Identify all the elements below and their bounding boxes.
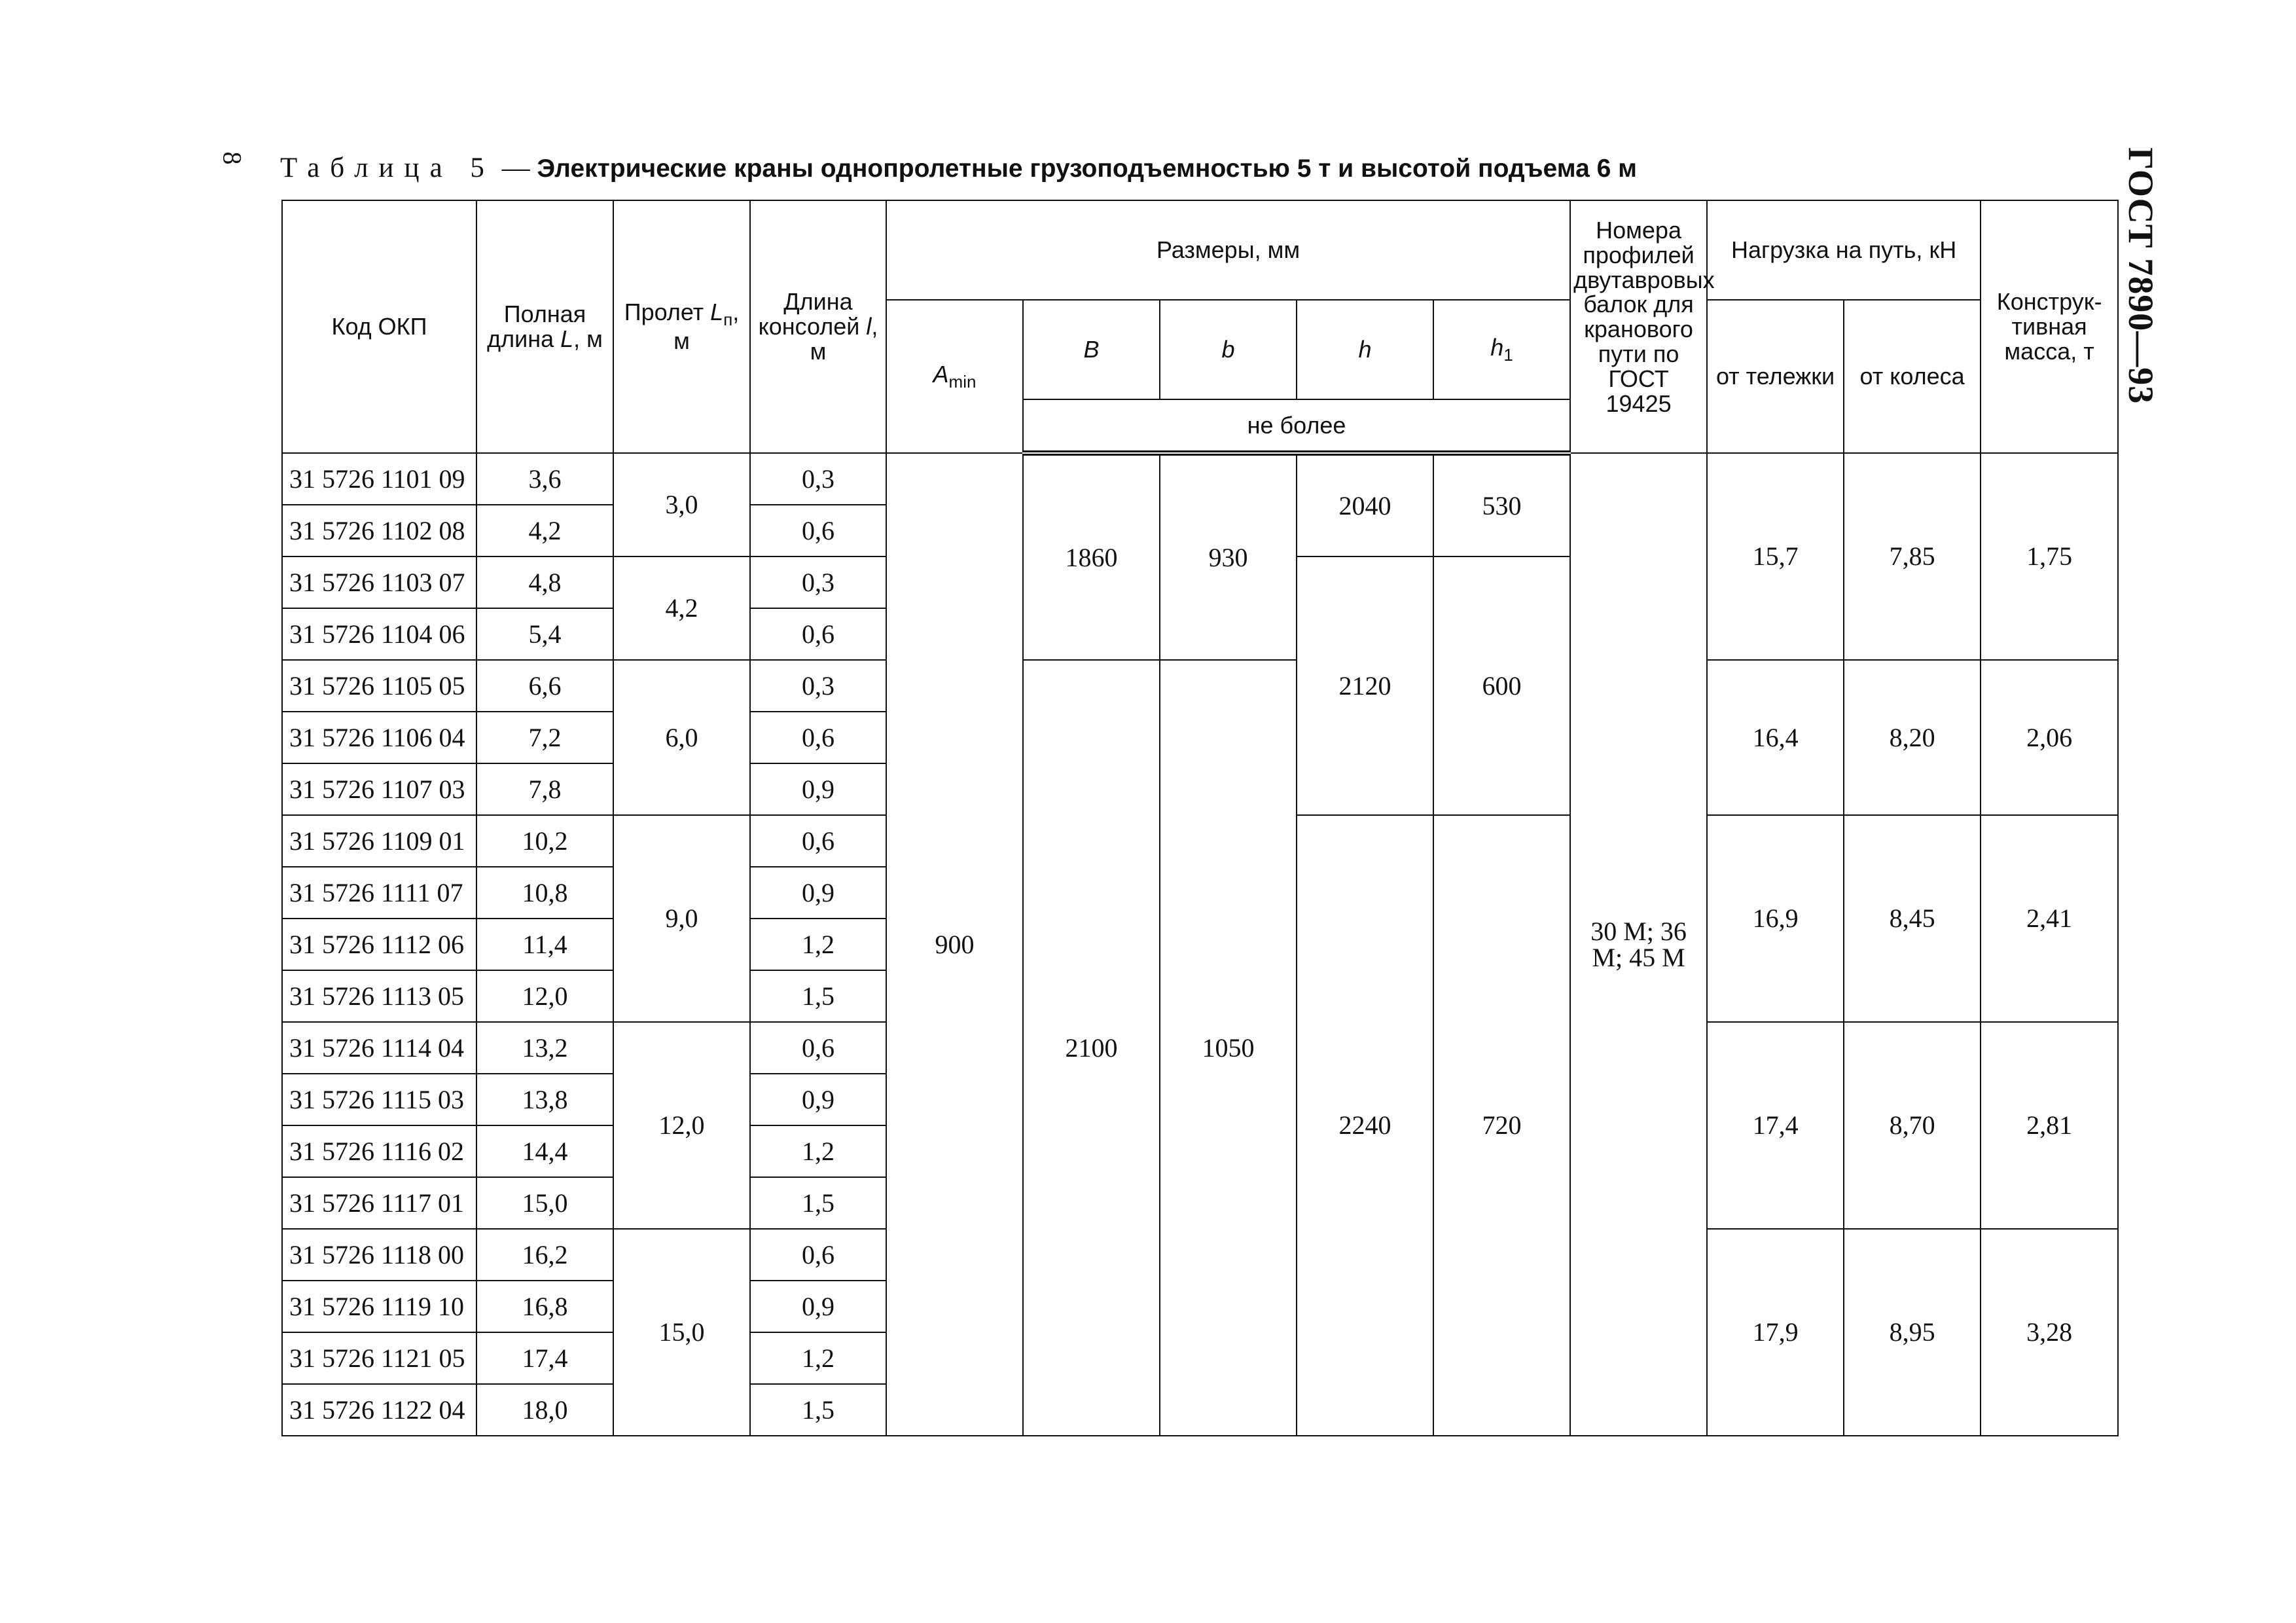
row-code: 31 5726 1107 03 — [282, 763, 476, 815]
row-console: 0,9 — [750, 1281, 886, 1332]
row-console: 0,6 — [750, 608, 886, 660]
span-value: 3,0 — [613, 453, 750, 556]
row-full-length: 5,4 — [476, 608, 613, 660]
row-full-length: 10,8 — [476, 867, 613, 919]
header-full-length: Полная длина L, м — [476, 200, 613, 453]
row-code: 31 5726 1102 08 — [282, 505, 476, 556]
row-code: 31 5726 1111 07 — [282, 867, 476, 919]
row-console: 0,9 — [750, 1074, 886, 1125]
row-console: 1,5 — [750, 1177, 886, 1229]
load-trolley: 15,7 — [1707, 453, 1844, 660]
header-h1: $h_1$ — [1433, 300, 1570, 399]
load-trolley: 17,9 — [1707, 1229, 1844, 1436]
row-code: 31 5726 1114 04 — [282, 1022, 476, 1074]
mass-value: 2,81 — [1981, 1022, 2118, 1229]
header-B: B — [1023, 300, 1160, 399]
row-console: 1,2 — [750, 919, 886, 970]
row-full-length: 17,4 — [476, 1332, 613, 1384]
table-caption — [280, 152, 1637, 184]
h1-value: 530 — [1433, 453, 1570, 556]
row-full-length: 18,0 — [476, 1384, 613, 1436]
caption-title: Электрические краны однопролетные грузоподъемностью 5 т и высотой подъема 6 м — [537, 155, 1637, 183]
row-code: 31 5726 1105 05 — [282, 660, 476, 712]
header-amin: $A_{min}$ — [886, 300, 1023, 453]
load-wheel: 8,45 — [1844, 815, 1981, 1022]
span-value: 15,0 — [613, 1229, 750, 1436]
row-console: 0,6 — [750, 712, 886, 763]
profiles-value: 30 М; 36 М; 45 М — [1570, 453, 1707, 1436]
row-full-length: 4,8 — [476, 556, 613, 608]
page-number: 8 — [217, 151, 247, 165]
header-profiles: Номера профилей двутавровых балок для кранового пути по ГОСТ 19425 — [1570, 200, 1707, 453]
h1-value: 720 — [1433, 815, 1570, 1436]
h-value: 2240 — [1297, 815, 1433, 1436]
caption-dash: — — [494, 153, 537, 183]
header-h: h — [1297, 300, 1433, 399]
row-console: 0,6 — [750, 1229, 886, 1281]
row-console: 0,6 — [750, 505, 886, 556]
load-wheel: 8,70 — [1844, 1022, 1981, 1229]
row-code: 31 5726 1112 06 — [282, 919, 476, 970]
document-code: ГОСТ 7890—93 — [2121, 147, 2161, 405]
row-code: 31 5726 1118 00 — [282, 1229, 476, 1281]
row-full-length: 16,2 — [476, 1229, 613, 1281]
caption-label: Таблица 5 — [280, 153, 495, 183]
row-full-length: 14,4 — [476, 1125, 613, 1177]
row-console: 0,9 — [750, 867, 886, 919]
row-code: 31 5726 1103 07 — [282, 556, 476, 608]
row-code: 31 5726 1113 05 — [282, 970, 476, 1022]
mass-value: 2,41 — [1981, 815, 2118, 1022]
header-mass: Конструк- тивная масса, т — [1981, 200, 2118, 453]
span-value: 6,0 — [613, 660, 750, 815]
mass-value: 3,28 — [1981, 1229, 2118, 1436]
h-value: 2040 — [1297, 453, 1433, 556]
row-console: 1,5 — [750, 1384, 886, 1436]
row-console: 0,3 — [750, 660, 886, 712]
row-full-length: 7,2 — [476, 712, 613, 763]
row-full-length: 13,2 — [476, 1022, 613, 1074]
row-code: 31 5726 1116 02 — [282, 1125, 476, 1177]
mass-value: 2,06 — [1981, 660, 2118, 815]
h1-value: 600 — [1433, 556, 1570, 815]
row-code: 31 5726 1101 09 — [282, 453, 476, 505]
row-console: 0,6 — [750, 815, 886, 867]
header-load: Нагрузка на путь, кН — [1707, 200, 1981, 300]
row-code: 31 5726 1104 06 — [282, 608, 476, 660]
row-full-length: 15,0 — [476, 1177, 613, 1229]
header-span: Пролет $L_п$, м — [613, 200, 750, 453]
amin-value: 900 — [886, 453, 1023, 1436]
span-value: 9,0 — [613, 815, 750, 1022]
row-full-length: 7,8 — [476, 763, 613, 815]
load-trolley: 16,4 — [1707, 660, 1844, 815]
row-console: 1,5 — [750, 970, 886, 1022]
load-wheel: 7,85 — [1844, 453, 1981, 660]
load-wheel: 8,95 — [1844, 1229, 1981, 1436]
row-code: 31 5726 1109 01 — [282, 815, 476, 867]
row-console: 0,3 — [750, 453, 886, 505]
row-console: 1,2 — [750, 1125, 886, 1177]
mass-value: 1,75 — [1981, 453, 2118, 660]
row-full-length: 10,2 — [476, 815, 613, 867]
load-wheel: 8,20 — [1844, 660, 1981, 815]
b-value: 930 — [1160, 453, 1297, 660]
header-b: b — [1160, 300, 1297, 399]
load-trolley: 16,9 — [1707, 815, 1844, 1022]
row-code: 31 5726 1117 01 — [282, 1177, 476, 1229]
row-code: 31 5726 1122 04 — [282, 1384, 476, 1436]
row-console: 1,2 — [750, 1332, 886, 1384]
row-full-length: 13,8 — [476, 1074, 613, 1125]
header-from-wheel: от колеса — [1844, 300, 1981, 453]
row-console: 0,6 — [750, 1022, 886, 1074]
crane-table — [281, 200, 2119, 1436]
header-console: Длина консолей l, м — [750, 200, 886, 453]
span-value: 4,2 — [613, 556, 750, 660]
row-full-length: 12,0 — [476, 970, 613, 1022]
b-value: 1050 — [1160, 660, 1297, 1436]
row-code: 31 5726 1115 03 — [282, 1074, 476, 1125]
row-console: 0,3 — [750, 556, 886, 608]
header-sizes: Размеры, мм — [886, 200, 1570, 300]
row-full-length: 11,4 — [476, 919, 613, 970]
row-full-length: 6,6 — [476, 660, 613, 712]
row-full-length: 4,2 — [476, 505, 613, 556]
B-value: 1860 — [1023, 453, 1160, 660]
row-full-length: 3,6 — [476, 453, 613, 505]
row-code: 31 5726 1106 04 — [282, 712, 476, 763]
row-full-length: 16,8 — [476, 1281, 613, 1332]
header-not-more-sizes: не более — [1023, 399, 1570, 453]
row-console: 0,9 — [750, 763, 886, 815]
span-value: 12,0 — [613, 1022, 750, 1229]
header-from-trolley: от тележки — [1707, 300, 1844, 453]
h-value: 2120 — [1297, 556, 1433, 815]
header-code: Код ОКП — [282, 200, 476, 453]
B-value: 2100 — [1023, 660, 1160, 1436]
row-code: 31 5726 1119 10 — [282, 1281, 476, 1332]
row-code: 31 5726 1121 05 — [282, 1332, 476, 1384]
load-trolley: 17,4 — [1707, 1022, 1844, 1229]
